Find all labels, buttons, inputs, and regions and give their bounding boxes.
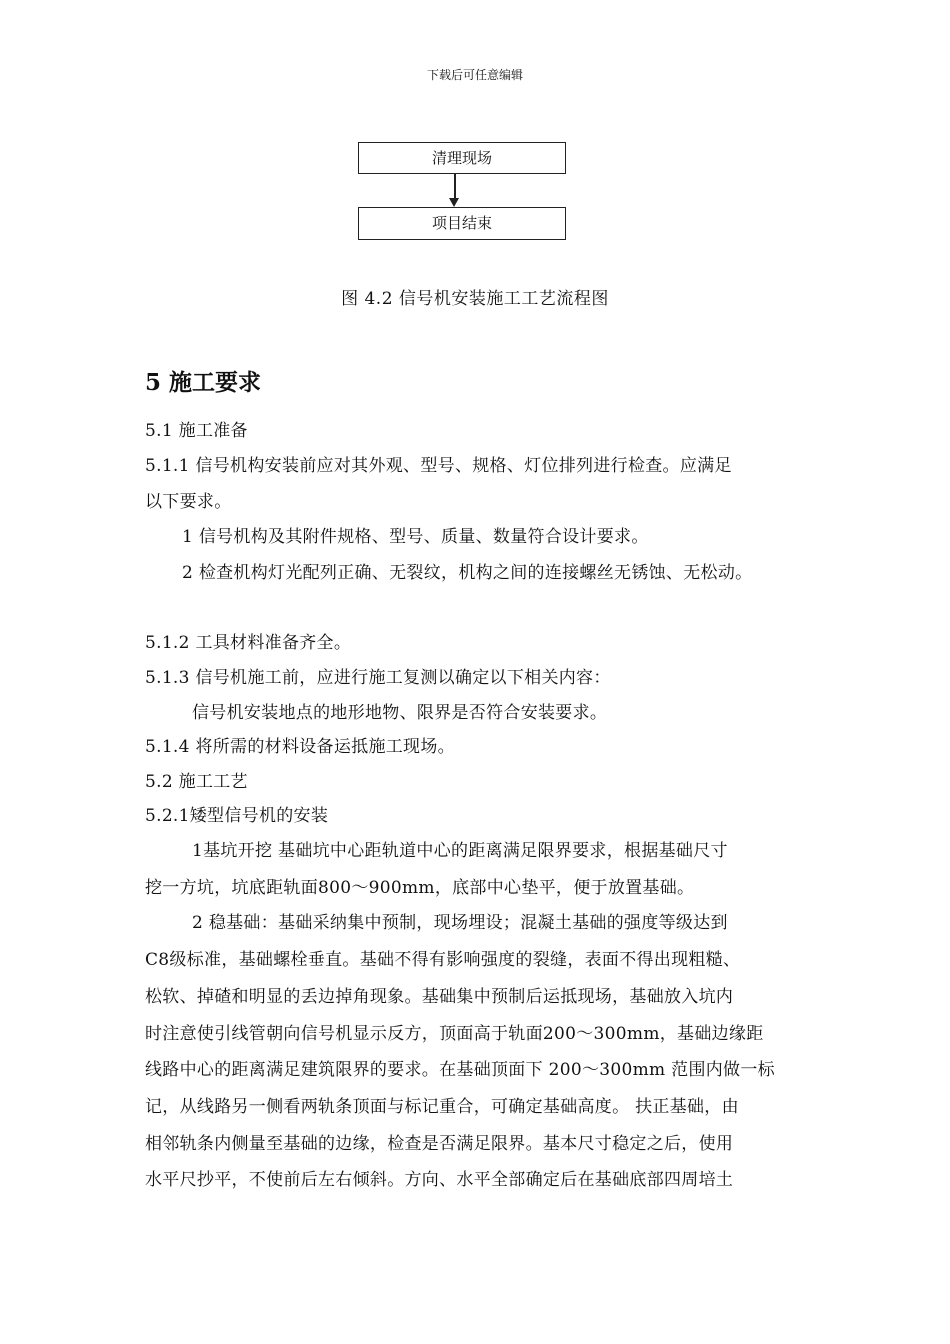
paragraph-line: 松软、掉碴和明显的丢边掉角现象。基础集中预制后运抵现场，基础放入坑内 — [145, 987, 734, 1007]
figure-caption: 图 4.2 信号机安装施工工艺流程图 — [341, 289, 609, 309]
paragraph-line: 时注意使引线管朝向信号机显示反方，顶面高于轨面200～300mm，基础边缘距 — [145, 1024, 764, 1044]
paragraph-line: 5.1.3 信号机施工前，应进行施工复测以确定以下相关内容： — [145, 668, 611, 688]
paragraph-line: 5.2.1矮型信号机的安装 — [145, 806, 329, 826]
flow-step-project-end: 项目结束 — [358, 207, 566, 240]
paragraph-line: 5.1.4 将所需的材料设备运抵施工现场。 — [145, 737, 455, 757]
paragraph-line: C8级标准，基础螺栓垂直。基础不得有影响强度的裂缝，表面不得出现粗糙、 — [145, 950, 741, 970]
list-item: 1 信号机构及其附件规格、型号、质量、数量符合设计要求。 — [182, 527, 649, 547]
paragraph-line: 2 稳基础：基础采纳集中预制，现场埋设；混凝土基础的强度等级达到 — [192, 913, 728, 933]
paragraph-line: 5.1.1 信号机构安装前应对其外观、型号、规格、灯位排列进行检查。应满足 — [145, 456, 732, 476]
paragraph-line: 5.1.2 工具材料准备齐全。 — [145, 633, 352, 653]
page-header: 下载后可任意编辑 — [426, 68, 523, 82]
paragraph-line: 相邻轨条内侧量至基础的边缘，检查是否满足限界。基本尺寸稳定之后，使用 — [145, 1134, 734, 1154]
list-item: 2 检查机构灯光配列正确、无裂纹，机构之间的连接螺丝无锈蚀、无松动。 — [182, 563, 753, 583]
paragraph-line: 挖一方坑，坑底距轨面800～900mm，底部中心垫平，便于放置基础。 — [145, 878, 695, 898]
flow-arrow-line — [454, 174, 456, 200]
subsection-heading: 5.1 施工准备 — [145, 421, 248, 441]
paragraph-line: 线路中心的距离满足建筑限界的要求。在基础顶面下 200～300mm 范围内做一标 — [145, 1060, 775, 1080]
flow-step-clear-site: 清理现场 — [358, 142, 566, 174]
section-heading: 5 施工要求 — [145, 369, 262, 396]
flow-arrow-head-icon — [449, 198, 459, 207]
paragraph-line: 以下要求。 — [145, 492, 232, 512]
paragraph-line: 信号机安装地点的地形地物、限界是否符合安装要求。 — [192, 703, 608, 723]
paragraph-line: 记，从线路另一侧看两轨条顶面与标记重合，可确定基础高度。 扶正基础，由 — [145, 1097, 739, 1117]
paragraph-line: 水平尺抄平，不使前后左右倾斜。方向、水平全部确定后在基础底部四周培土 — [145, 1170, 734, 1190]
paragraph-line: 1基坑开挖 基础坑中心距轨道中心的距离满足限界要求，根据基础尺寸 — [192, 841, 728, 861]
subsection-heading: 5.2 施工工艺 — [145, 772, 248, 792]
